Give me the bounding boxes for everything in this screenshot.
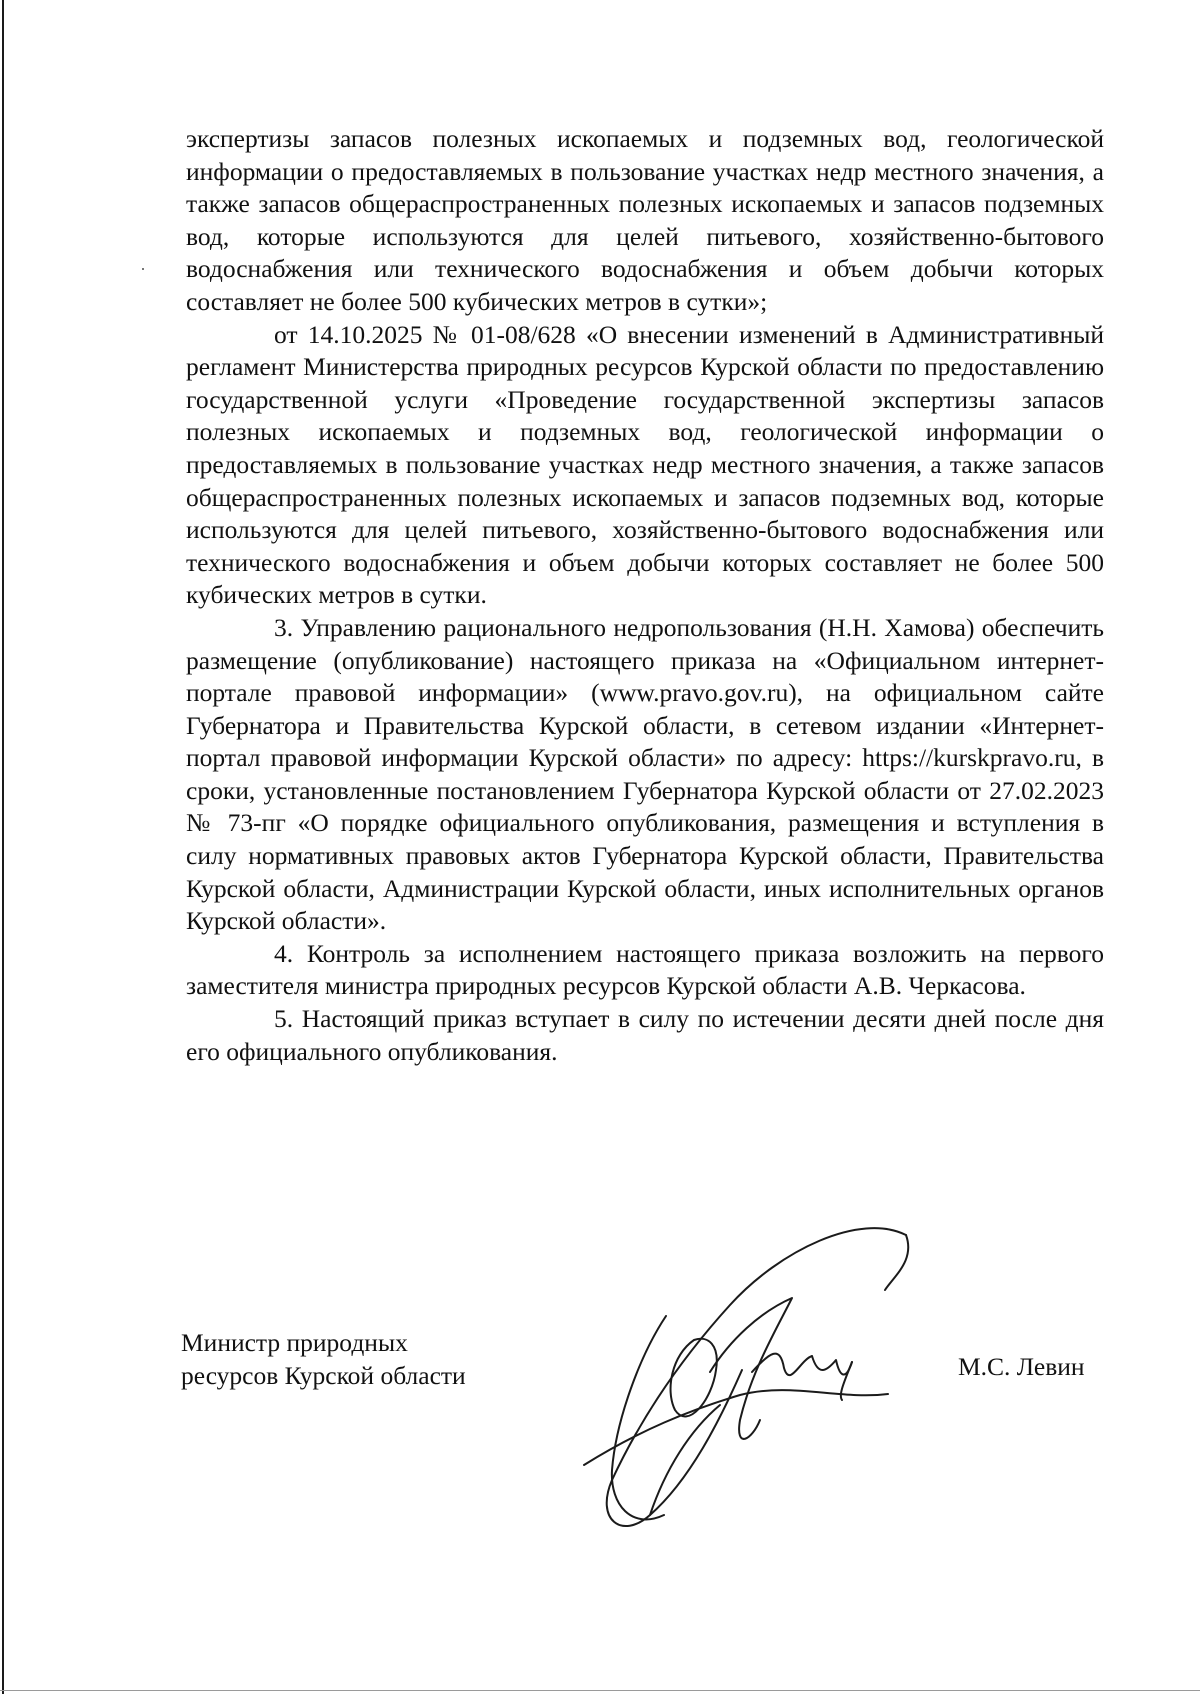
- scan-border-bottom: [0, 1690, 1200, 1691]
- paragraph-amendment-order: от 14.10.2025 № 01-08/628 «О внесении изменений в Административный регламент Министерства природных ресурсов Курской области по предоставлению государственной услуги «Проведение государственной экспертизы запасов полезных ископаемых и подземных вод, геологической информации о предоставляемых в пользование участках недр местного значения, а также запасов общераспространенных полезных ископаемых и запасов подземных вод, которые используются для целей питьевого, хозяйственно-бытового водоснабжения или технического водоснабжения и объем добычи которых составляет не более 500 кубических метров в сутки.: [186, 319, 1104, 610]
- document-body: [186, 123, 1104, 1068]
- paragraph-item-5: 5. Настоящий приказ вступает в силу по истечении десяти дней после дня его официального опубликования.: [186, 1004, 1104, 1066]
- paragraph-continuation: экспертизы запасов полезных ископаемых и подземных вод, геологической информации о предоставляемых в пользование участках недр местного значения, а также запасов общераспространенных полезных ископаемых и запасов подземных вод, которые используются для целей питьевого, хозяйственно-бытового водоснабжения или технического водоснабжения и объем добычи которых составляет не более 500 кубических метров в сутки»;: [186, 124, 1104, 316]
- scan-border-left: [2, 0, 4, 1694]
- scan-speck: [142, 268, 144, 270]
- paragraph-item-3: 3. Управлению рационального недропользования (Н.Н. Хамова) обеспечить размещение (опубликование) настоящего приказа на «Официальном интернет-портале правовой информации» (www.pravo.gov.ru), на официальном сайте Губернатора и Правительства Курской области, в сетевом издании «Интернет-портал правовой информации Курской области» по адресу: https://kurskpravo.ru, в сроки, установленные постановлением Губернатора Курской области от 27.02.2023 № 73-пг «О порядке официального опубликования, размещения и вступления в силу нормативных правовых актов Губернатора Курской области, Правительства Курской области, Администрации Курской области, иных исполнительных органов Курской области».: [186, 612, 1104, 936]
- signer-name: М.С. Левин: [958, 1352, 1085, 1381]
- signer-title: Министр природных ресурсов Курской области: [181, 1328, 466, 1390]
- paragraph-item-4: 4. Контроль за исполнением настоящего приказа возложить на первого заместителя министра природных ресурсов Курской области А.В. Черкасова.: [186, 938, 1104, 1001]
